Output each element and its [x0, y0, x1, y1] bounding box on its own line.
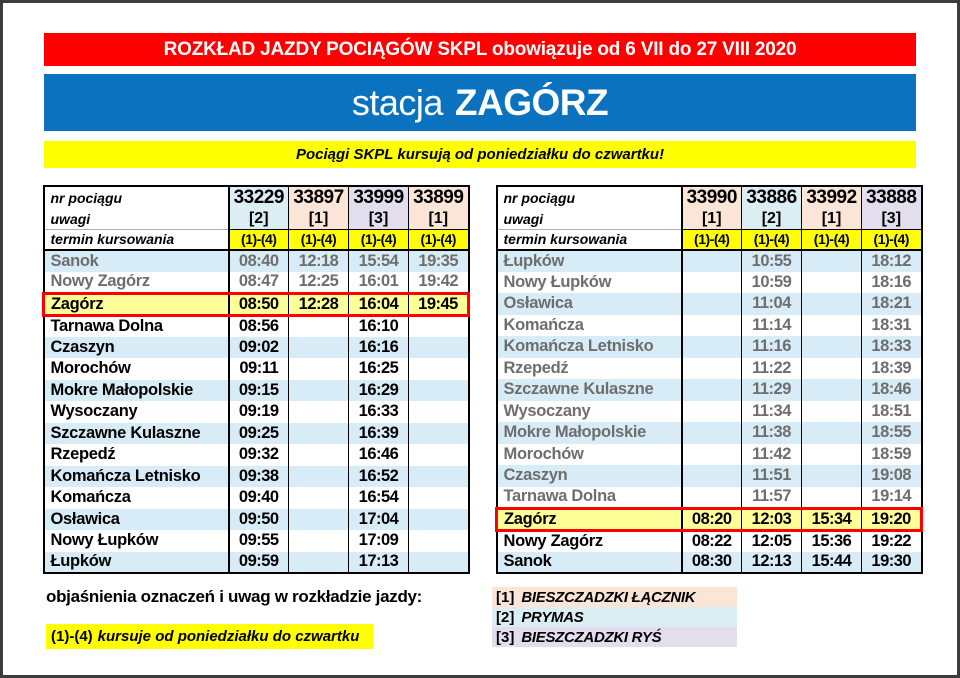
time-cell: 18:51 [862, 401, 922, 423]
time-cell: 12:28 [289, 293, 349, 315]
time-cell: 18:21 [862, 293, 922, 315]
time-cell [802, 422, 862, 444]
time-cell: 16:25 [349, 358, 409, 380]
time-cell [289, 423, 349, 445]
time-cell [409, 509, 469, 531]
header-label-remarks: uwagi [497, 209, 682, 229]
train-legend [492, 587, 917, 649]
station-name-cell: Komańcza Letnisko [50, 466, 201, 485]
legend-item [492, 627, 737, 647]
train-number-cell: 33886 [742, 186, 802, 209]
train-period-cell: (1)-(4) [289, 229, 349, 250]
train-number-cell: 33229 [229, 186, 289, 209]
time-cell [802, 250, 862, 272]
time-cell: 09:25 [229, 423, 289, 445]
time-cell: 09:59 [229, 552, 289, 574]
station-row [44, 401, 469, 423]
station-row [44, 380, 469, 402]
time-cell: 18:33 [862, 336, 922, 358]
time-cell: 15:54 [349, 250, 409, 272]
time-cell: 17:13 [349, 552, 409, 574]
station-name-cell: Sanok [503, 552, 552, 571]
station-banner [44, 74, 916, 131]
time-cell: 15:36 [802, 530, 862, 552]
time-cell: 16:10 [349, 315, 409, 337]
station-name-cell: Sanok [50, 251, 99, 270]
station-row [44, 487, 469, 509]
time-cell [802, 487, 862, 509]
station-name-cell: Nowy Łupków [503, 272, 612, 291]
time-cell: 18:55 [862, 422, 922, 444]
time-cell: 10:55 [742, 250, 802, 272]
station-row [44, 466, 469, 488]
timetable-body [497, 250, 922, 573]
time-cell: 16:04 [349, 293, 409, 315]
time-cell [802, 272, 862, 294]
station-name-cell: Tarnawa Dolna [50, 317, 163, 335]
time-cell: 19:42 [409, 272, 469, 294]
notice-banner [44, 141, 916, 168]
station-name-cell: Czaszyn [503, 466, 568, 485]
station-row [497, 315, 922, 337]
time-cell: 09:02 [229, 337, 289, 359]
time-cell [289, 530, 349, 552]
time-cell [802, 358, 862, 380]
time-cell [682, 422, 742, 444]
time-cell: 17:04 [349, 509, 409, 531]
time-cell: 18:12 [862, 250, 922, 272]
legend-train-name: PRYMAS [521, 608, 584, 626]
train-period-cell: (1)-(4) [229, 229, 289, 250]
station-name-cell: Mokre Małopolskie [50, 380, 194, 399]
time-cell: 16:46 [349, 444, 409, 466]
legend-key: [1] [496, 588, 515, 606]
station-row-highlighted [497, 508, 922, 530]
train-period-cell: (1)-(4) [802, 229, 862, 250]
time-cell [289, 466, 349, 488]
timetable-header [44, 186, 469, 250]
station-name: ZAGÓRZ [454, 81, 609, 123]
time-cell [682, 401, 742, 423]
time-cell [682, 250, 742, 272]
footer-explanations [42, 587, 467, 649]
legend-key: [2] [496, 608, 515, 626]
time-cell: 17:09 [349, 530, 409, 552]
time-cell [409, 358, 469, 380]
station-row [497, 530, 922, 552]
station-row [44, 272, 469, 294]
time-cell [682, 315, 742, 337]
time-cell [802, 465, 862, 487]
time-cell: 10:59 [742, 272, 802, 294]
time-cell: 18:46 [862, 379, 922, 401]
station-name-cell: Komańcza Letnisko [503, 337, 654, 356]
time-cell: 11:14 [742, 315, 802, 337]
time-cell [409, 401, 469, 423]
time-cell: 08:40 [229, 250, 289, 272]
station-row [497, 401, 922, 423]
train-number-cell: 33990 [682, 186, 742, 209]
time-cell: 11:29 [742, 379, 802, 401]
time-cell [409, 487, 469, 509]
time-cell [289, 401, 349, 423]
header-label-running-period: termin kursowania [497, 229, 682, 250]
train-remark-cell: [1] [802, 209, 862, 229]
station-name-cell: Osławica [50, 509, 120, 528]
time-cell: 19:20 [862, 508, 922, 530]
time-cell: 19:14 [862, 487, 922, 509]
period-note-prefix: (1)-(4) [51, 628, 93, 645]
station-row [497, 487, 922, 509]
validity-banner [44, 33, 916, 66]
train-period-cell: (1)-(4) [682, 229, 742, 250]
time-cell: 12:13 [742, 552, 802, 574]
time-cell: 08:56 [229, 315, 289, 337]
train-period-cell: (1)-(4) [409, 229, 469, 250]
time-cell: 08:47 [229, 272, 289, 294]
timetable-left [42, 185, 470, 574]
station-name-cell: Nowy Zagórz [503, 532, 603, 550]
train-number-cell: 33899 [409, 186, 469, 209]
time-cell: 16:33 [349, 401, 409, 423]
train-number-cell: 33992 [802, 186, 862, 209]
legend-item [492, 587, 737, 607]
train-remark-cell: [3] [349, 209, 409, 229]
time-cell: 12:18 [289, 250, 349, 272]
explanations-title: objaśnienia oznaczeń i uwag w rozkładzie jazdy: [46, 587, 423, 606]
time-cell: 16:29 [349, 380, 409, 402]
station-name-cell: Zagórz [497, 508, 682, 530]
legend-train-name: BIESZCZADZKI RYŚ [521, 628, 662, 646]
time-cell: 12:03 [742, 508, 802, 530]
station-row [497, 552, 922, 574]
period-note-text: kursuje od poniedziałku do czwartku [97, 628, 360, 645]
station-row [44, 250, 469, 272]
station-name-cell: Morochów [50, 359, 131, 378]
time-cell: 18:59 [862, 444, 922, 466]
train-number-cell: 33897 [289, 186, 349, 209]
time-cell [409, 466, 469, 488]
time-cell [682, 379, 742, 401]
time-cell [682, 272, 742, 294]
period-note [46, 624, 373, 649]
time-cell: 08:20 [682, 508, 742, 530]
header-label-remarks: uwagi [44, 209, 229, 229]
train-remark-cell: [3] [862, 209, 922, 229]
time-cell: 19:08 [862, 465, 922, 487]
time-cell [289, 552, 349, 574]
time-cell [802, 315, 862, 337]
time-cell: 16:54 [349, 487, 409, 509]
time-cell: 18:16 [862, 272, 922, 294]
station-name-cell: Rzepedź [503, 358, 569, 377]
time-cell: 09:55 [229, 530, 289, 552]
station-row [44, 358, 469, 380]
station-row [497, 465, 922, 487]
time-cell: 11:38 [742, 422, 802, 444]
station-name-cell: Zagórz [44, 293, 229, 315]
station-row [497, 336, 922, 358]
station-row [44, 315, 469, 337]
station-name-cell: Wysoczany [50, 402, 138, 421]
time-cell: 19:22 [862, 530, 922, 552]
time-cell: 11:42 [742, 444, 802, 466]
station-row [44, 509, 469, 531]
train-remark-cell: [1] [409, 209, 469, 229]
station-name-cell: Tarnawa Dolna [503, 487, 616, 505]
footer [42, 587, 918, 649]
time-cell: 09:40 [229, 487, 289, 509]
time-cell: 09:11 [229, 358, 289, 380]
station-name-cell: Łupków [503, 251, 565, 270]
train-remark-cell: [2] [742, 209, 802, 229]
train-period-cell: (1)-(4) [349, 229, 409, 250]
train-number-cell: 33999 [349, 186, 409, 209]
station-name-cell: Szczawne Kulaszne [50, 423, 201, 442]
station-name-cell: Mokre Małopolskie [503, 423, 647, 442]
time-cell: 11:16 [742, 336, 802, 358]
station-name-cell: Komańcza [50, 488, 131, 507]
time-cell: 15:34 [802, 508, 862, 530]
time-cell: 18:39 [862, 358, 922, 380]
station-row [44, 530, 469, 552]
time-cell: 15:44 [802, 552, 862, 574]
time-cell [682, 336, 742, 358]
station-name-cell: Czaszyn [50, 337, 115, 356]
time-cell: 19:35 [409, 250, 469, 272]
station-row [497, 250, 922, 272]
time-cell: 11:04 [742, 293, 802, 315]
station-row [497, 358, 922, 380]
station-row [44, 423, 469, 445]
time-cell: 11:51 [742, 465, 802, 487]
timetable-header [497, 186, 922, 250]
legend-key: [3] [496, 628, 515, 646]
time-cell [289, 509, 349, 531]
time-cell: 18:31 [862, 315, 922, 337]
header-label-train-no: nr pociągu [44, 186, 229, 209]
time-cell: 09:19 [229, 401, 289, 423]
station-name-cell: Osławica [503, 294, 573, 313]
time-cell [409, 530, 469, 552]
station-name-cell: Łupków [50, 552, 112, 571]
train-remark-cell: [1] [289, 209, 349, 229]
timetable-tables [42, 185, 918, 574]
timetable-body [44, 250, 469, 573]
time-cell: 08:50 [229, 293, 289, 315]
train-period-cell: (1)-(4) [742, 229, 802, 250]
time-cell [802, 401, 862, 423]
header-label-running-period: termin kursowania [44, 229, 229, 250]
station-name-cell: Rzepedź [50, 445, 116, 464]
time-cell: 09:15 [229, 380, 289, 402]
time-cell [409, 380, 469, 402]
time-cell: 12:05 [742, 530, 802, 552]
time-cell [802, 444, 862, 466]
station-row [497, 293, 922, 315]
time-cell: 16:01 [349, 272, 409, 294]
station-row [497, 379, 922, 401]
time-cell [802, 293, 862, 315]
time-cell: 16:39 [349, 423, 409, 445]
time-cell [409, 315, 469, 337]
time-cell [682, 487, 742, 509]
station-row-highlighted [44, 293, 469, 315]
station-row [44, 552, 469, 574]
time-cell [682, 465, 742, 487]
time-cell: 16:52 [349, 466, 409, 488]
station-name-cell: Wysoczany [503, 401, 591, 420]
station-name-cell: Komańcza [503, 315, 584, 334]
time-cell: 19:45 [409, 293, 469, 315]
timetable-right [495, 185, 923, 574]
time-cell [682, 358, 742, 380]
time-cell [289, 315, 349, 337]
time-cell [289, 337, 349, 359]
time-cell [409, 423, 469, 445]
notice-banner-text: Pociągi SKPL kursują od poniedziałku do czwartku! [295, 146, 665, 163]
time-cell [802, 379, 862, 401]
time-cell [409, 337, 469, 359]
train-remark-cell: [1] [682, 209, 742, 229]
time-cell: 11:34 [742, 401, 802, 423]
time-cell: 12:25 [289, 272, 349, 294]
header-label-train-no: nr pociągu [497, 186, 682, 209]
station-name-cell: Nowy Zagórz [50, 272, 150, 290]
time-cell: 19:30 [862, 552, 922, 574]
time-cell [409, 552, 469, 574]
time-cell [289, 444, 349, 466]
time-cell: 11:57 [742, 487, 802, 509]
station-name-cell: Morochów [503, 444, 584, 463]
time-cell [289, 487, 349, 509]
station-row [497, 422, 922, 444]
station-row [497, 272, 922, 294]
station-name-cell: Szczawne Kulaszne [503, 380, 654, 399]
time-cell [802, 336, 862, 358]
time-cell: 11:22 [742, 358, 802, 380]
station-row [497, 444, 922, 466]
time-cell [682, 444, 742, 466]
validity-banner-text: ROZKŁAD JAZDY POCIĄGÓW SKPL obowiązuje od 6 VII do 27 VIII 2020 [163, 38, 797, 60]
time-cell: 09:50 [229, 509, 289, 531]
station-row [44, 337, 469, 359]
time-cell: 09:38 [229, 466, 289, 488]
time-cell: 09:32 [229, 444, 289, 466]
time-cell [409, 444, 469, 466]
train-period-cell: (1)-(4) [862, 229, 922, 250]
legend-item [492, 607, 737, 627]
time-cell [682, 293, 742, 315]
time-cell [289, 358, 349, 380]
train-number-cell: 33888 [862, 186, 922, 209]
legend-train-name: BIESZCZADZKI ŁĄCZNIK [521, 588, 696, 606]
time-cell: 08:30 [682, 552, 742, 574]
station-row [44, 444, 469, 466]
time-cell: 08:22 [682, 530, 742, 552]
station-prefix: stacja [351, 81, 443, 123]
train-remark-cell: [2] [229, 209, 289, 229]
time-cell: 16:16 [349, 337, 409, 359]
station-name-cell: Nowy Łupków [50, 531, 159, 550]
time-cell [289, 380, 349, 402]
